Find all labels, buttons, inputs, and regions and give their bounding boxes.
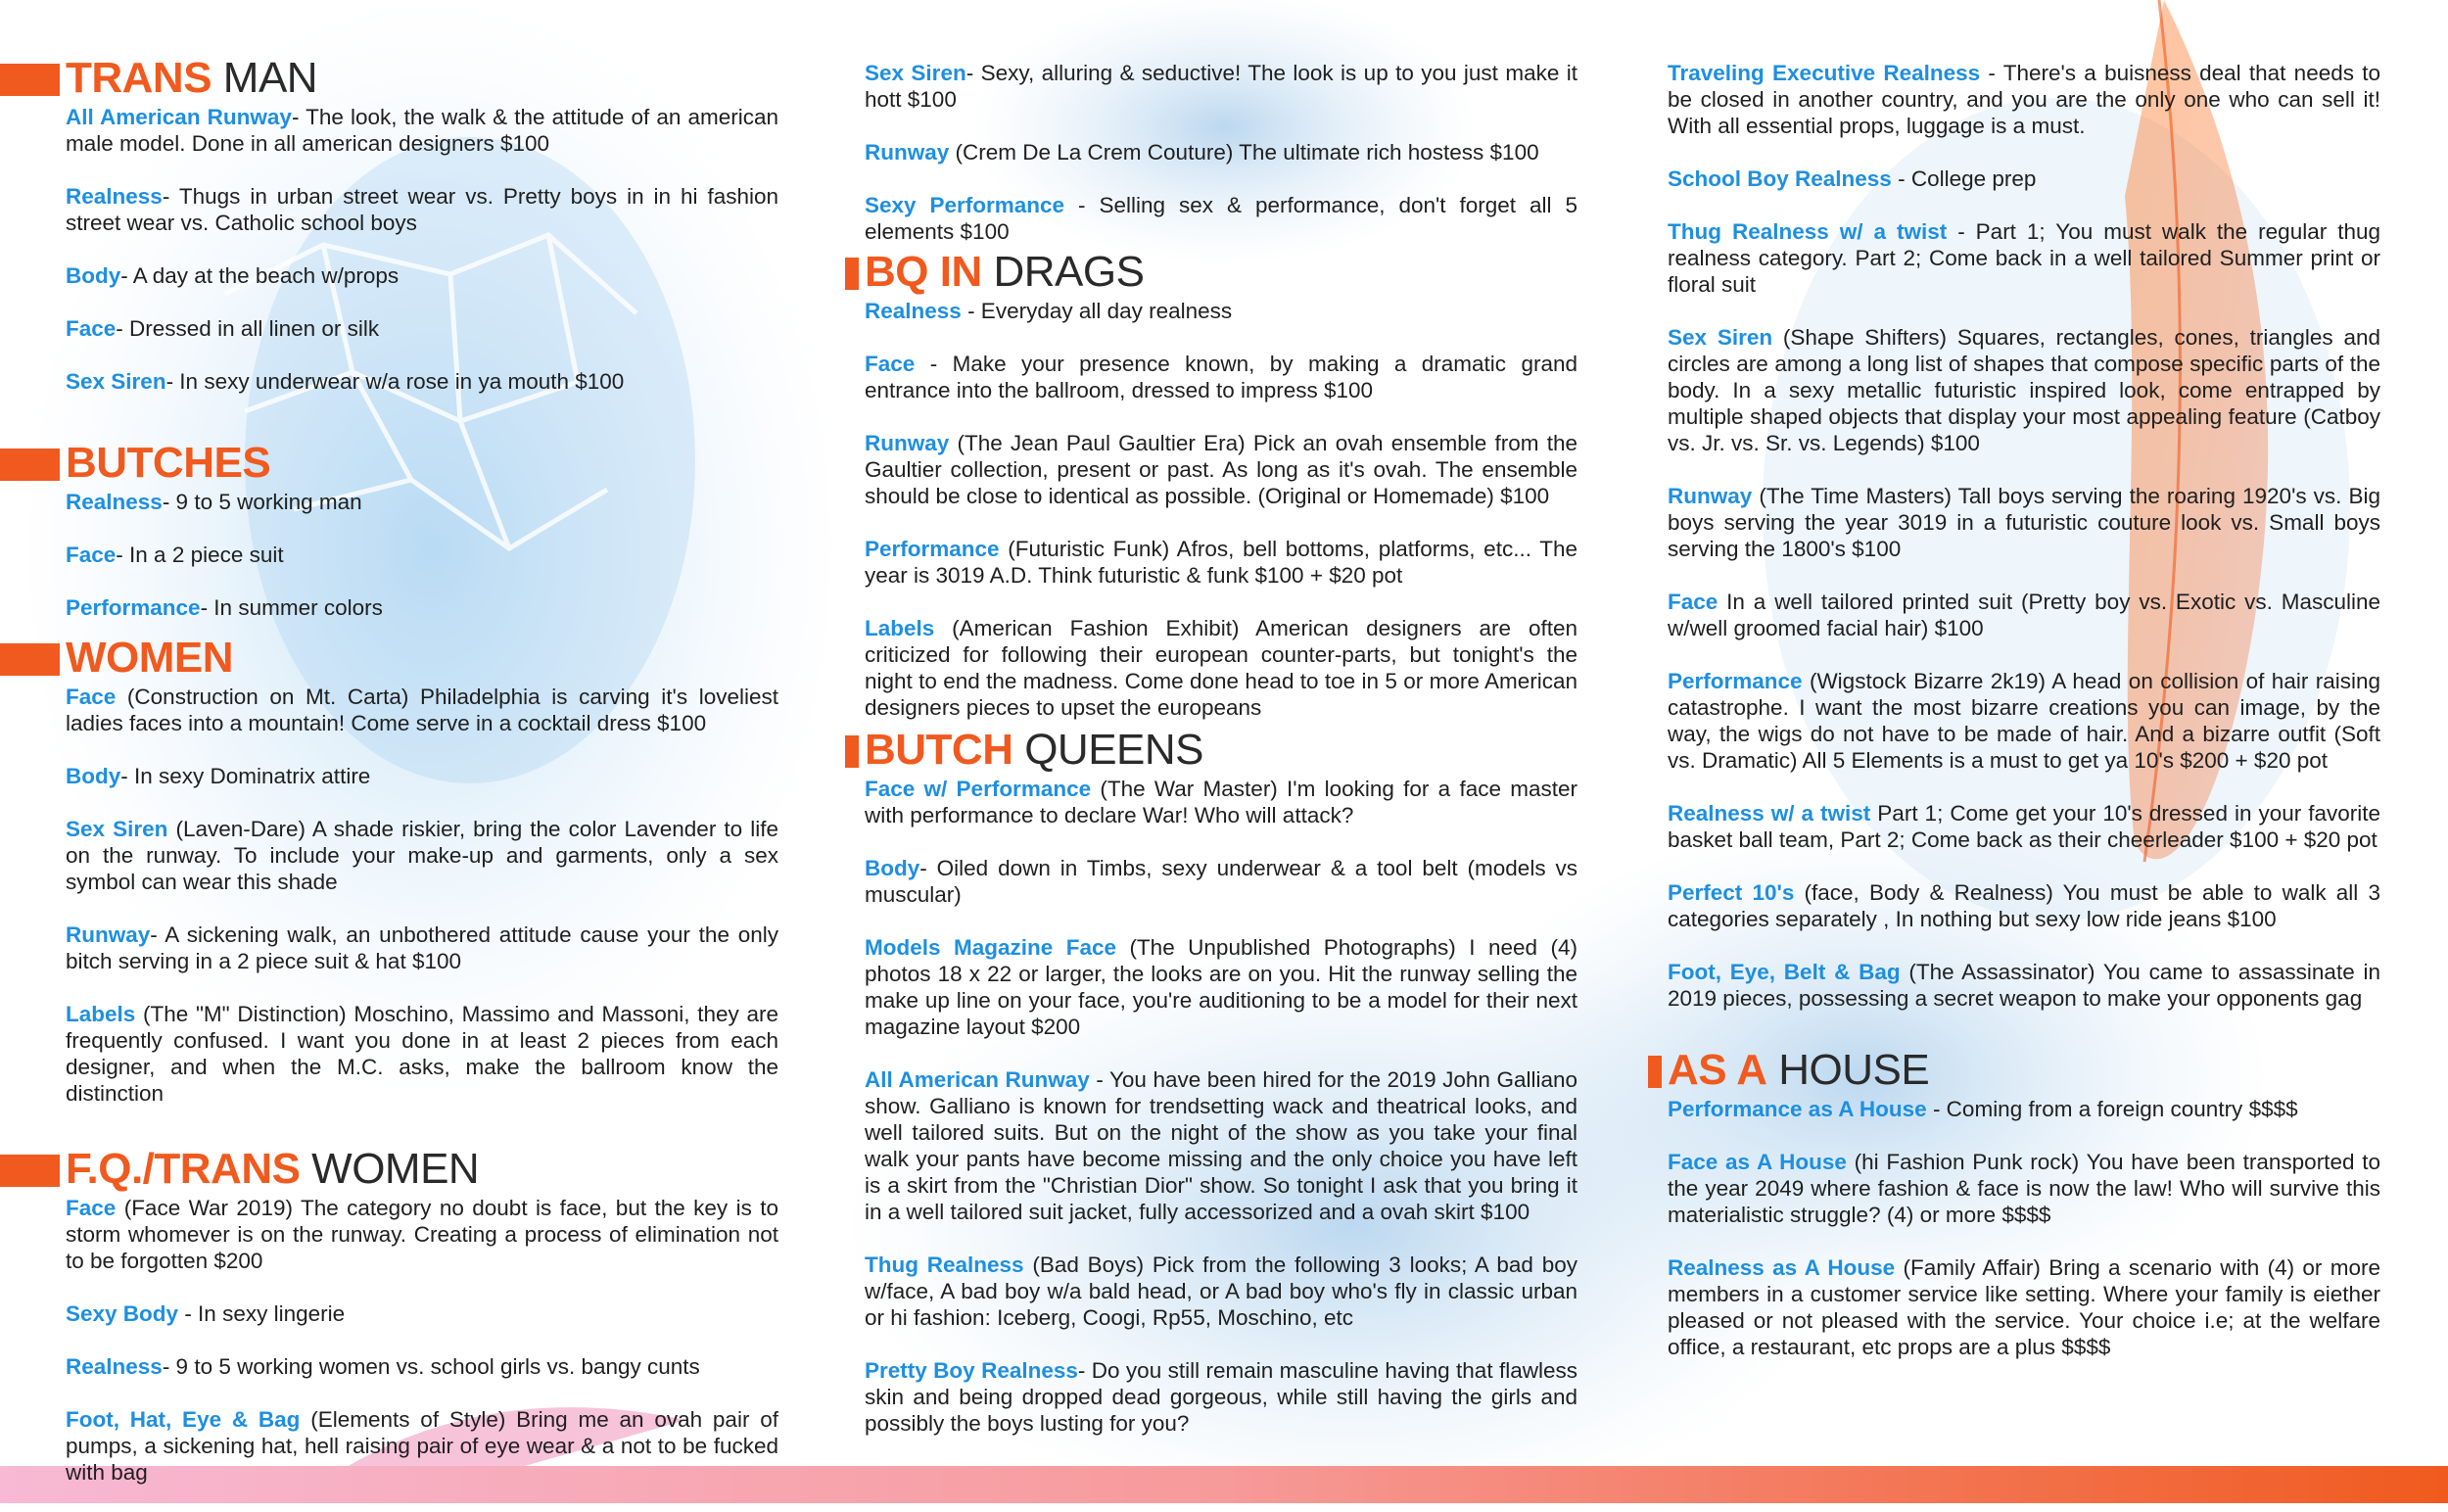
category-entry: [865, 298, 1577, 324]
category-description: - Do you still remain masculine having that flawless skin and being dropped dead gorgeous, while still having the girls and possibly the boys lusting for you?: [865, 1358, 1577, 1436]
category-entry: [1668, 60, 2380, 139]
category-name: Sexy Performance: [865, 193, 1065, 217]
category-description: - College prep: [1891, 166, 2037, 191]
category-entry: [1668, 1096, 2380, 1122]
category-entry: [66, 489, 778, 515]
category-entry: [66, 684, 778, 736]
category-description: (Crem De La Crem Couture) The ultimate rich hostess $100: [949, 140, 1539, 165]
category-description: (Elements of Style) Bring me an ovah pair of pumps, a sickening hat, hell raising pair of eye wear & a not to be fucked with bag: [66, 1407, 778, 1485]
category-name: Labels: [865, 616, 935, 640]
category-description: - Everyday all day realness: [961, 299, 1233, 323]
category-entry: [66, 104, 778, 157]
section-title: BQ IN DRAGS: [865, 248, 1145, 296]
category-entry: [865, 139, 1577, 165]
category-description: (The Jean Paul Gaultier Era) Pick an ovah ensemble from the Gaultier collection, present or past. As long as it's ovah. The ensemble should be close to identical as possible. (Original or Homemade) $100: [865, 431, 1577, 508]
category-description: (The Assassinator) You came to assassinate in 2019 pieces, possessing a secret weapon to make your opponents gag: [1668, 960, 2380, 1011]
section-trans-man: [66, 55, 778, 395]
category-description: - A sickening walk, an unbothered attitude cause your the only bitch serving in a 2 piece suit & hat $100: [66, 922, 778, 973]
category-name: Face: [1668, 590, 1718, 614]
category-name: Realness: [865, 299, 962, 323]
category-entry: [66, 921, 778, 974]
category-entry: [66, 1406, 778, 1486]
category-description: (face, Body & Realness) You must be able to walk all 3 categories separately , In nothing but sexy low ride jeans $100: [1668, 880, 2380, 931]
category-description: (The Unpublished Photographs) I need (4) photos 18 x 22 or larger, the looks are on you. Hit the runway selling the make up line on your face, you're auditioning to be a model for their next magazine layout $200: [865, 935, 1577, 1039]
category-entry: [66, 183, 778, 236]
category-description: - In sexy Dominatrix attire: [120, 764, 371, 788]
category-description: - Part 1; You must walk the regular thug realness category. Part 2; Come back in a well tailored Summer print or floral suit: [1668, 219, 2380, 297]
category-name: Performance: [1668, 669, 1803, 693]
category-name: Realness w/ a twist: [1668, 801, 1871, 826]
category-name: Pretty Boy Realness: [865, 1358, 1078, 1383]
category-name: Perfect 10's: [1668, 880, 1795, 905]
section-continued-butch-queens: [1668, 60, 2380, 1012]
category-entry: [1668, 589, 2380, 641]
section-heading: [66, 635, 778, 682]
column-3: [1668, 60, 2380, 1387]
category-name: Face: [66, 543, 117, 567]
section-butches: [66, 440, 778, 621]
category-entry: [66, 1195, 778, 1274]
category-entry: [66, 763, 778, 789]
section-heading: [66, 1146, 778, 1193]
category-entry: [1668, 218, 2380, 298]
category-description: - In sexy underwear w/a rose in ya mouth $100: [165, 369, 625, 394]
category-name: All American Runway: [865, 1067, 1090, 1092]
category-name: Foot, Hat, Eye & Bag: [66, 1407, 301, 1432]
category-name: Runway: [1668, 484, 1753, 508]
category-name: Traveling Executive Realness: [1668, 61, 1981, 85]
category-name: Sex Siren: [66, 369, 166, 394]
category-name: Face w/ Performance: [865, 777, 1092, 801]
section-butch-queens: [865, 727, 1577, 1437]
section-marker: [845, 258, 859, 290]
category-description: - In summer colors: [200, 595, 383, 620]
category-description: - A day at the beach w/props: [120, 263, 400, 288]
category-name: Thug Realness: [865, 1252, 1024, 1277]
category-name: Thug Realness w/ a twist: [1668, 219, 1948, 244]
category-entry: [1668, 483, 2380, 562]
category-entry: [865, 615, 1577, 721]
category-description: (hi Fashion Punk rock) You have been transported to the year 2049 where fashion & face is now the law! Who will survive this materialistic struggle? (4) or more $$$$: [1668, 1150, 2380, 1227]
category-entry: [66, 262, 778, 289]
category-description: (The War Master) I'm looking for a face master with performance to declare War! Who will attack?: [865, 777, 1577, 827]
category-entry: [865, 351, 1577, 403]
category-entry: [865, 855, 1577, 908]
category-name: Face as A House: [1668, 1150, 1847, 1174]
category-entry: [1668, 800, 2380, 853]
section-marker: [1648, 1056, 1662, 1088]
category-name: All American Runway: [66, 105, 292, 129]
category-name: Performance: [865, 537, 1000, 561]
section-title: WOMEN: [66, 634, 234, 682]
category-name: Sex Siren: [865, 61, 966, 85]
column-1: [66, 55, 778, 1512]
section-heading: [66, 440, 778, 487]
category-description: - Thugs in urban street wear vs. Pretty boys in in hi fashion street wear vs. Catholic school boys: [66, 184, 778, 235]
category-entry: [865, 192, 1577, 245]
category-name: Body: [865, 856, 920, 880]
category-name: School Boy Realness: [1668, 166, 1892, 191]
column-2: [865, 60, 1577, 1463]
section-title: TRANS MAN: [66, 54, 318, 102]
category-description: (Family Affair) Bring a scenario with (4) or more members in a customer service like setting. Where your family is eiether pleased or not pleased with the service. Your choice i.e; at the welfare office, a restaurant, etc props are a plus $$$$: [1668, 1255, 2381, 1359]
category-name: Sex Siren: [1668, 325, 1773, 350]
category-name: Models Magazine Face: [865, 935, 1116, 960]
category-name: Runway: [66, 922, 151, 947]
category-entry: [66, 1353, 778, 1380]
section-fq-trans-women: [66, 1146, 778, 1486]
category-description: - Sexy, alluring & seductive! The look is up to you just make it hott $100: [865, 61, 1577, 112]
section-marker: [0, 449, 60, 481]
category-description: (Wigstock Bizarre 2k19) A head on collision of hair raising catastrophe. I want the most bizarre creations you can image, by the way, the wigs do not have to be made of hair. And a bizarre outfit (Soft vs. Dramatic) All 5 Elements is a must to get ya 10's $200 + $20 pot: [1668, 669, 2380, 773]
section-title: F.Q./TRANS WOMEN: [66, 1145, 480, 1193]
category-description: (American Fashion Exhibit) American designers are often criticized for following their european counter-parts, but tonight's the night to end the madness. Come done head to toe in 5 or more American designers pieces to upset the europeans: [865, 616, 1577, 720]
category-description: - Dressed in all linen or silk: [116, 316, 380, 341]
category-entry: [66, 542, 778, 568]
category-name: Sex Siren: [66, 817, 168, 841]
section-heading: [1668, 1047, 2380, 1094]
category-entry: [66, 1300, 778, 1327]
category-entry: [865, 776, 1577, 828]
category-description: Part 1; Come get your 10's dressed in your favorite basket ball team, Part 2; Come back as their cheerleader $100 + $20 pot: [1668, 801, 2380, 852]
category-description: (Face War 2019) The category no doubt is face, but the key is to storm whomever is on the runway. Creating a process of elimination not to be forgotten $200: [66, 1196, 778, 1273]
category-name: Labels: [66, 1002, 136, 1026]
section-title: AS A HOUSE: [1668, 1046, 1930, 1094]
category-description: - Selling sex & performance, don't forget all 5 elements $100: [865, 193, 1578, 244]
category-description: (Futuristic Funk) Afros, bell bottoms, platforms, etc... The year is 3019 A.D. Think futuristic & funk $100 + $20 pot: [865, 537, 1577, 588]
category-entry: [1668, 324, 2380, 456]
category-description: - 9 to 5 working women vs. school girls vs. bangy cunts: [162, 1354, 700, 1379]
category-entry: [1668, 1254, 2380, 1360]
category-name: Face: [66, 1196, 117, 1220]
category-description: - There's a buisness deal that needs to be closed in another country, and you are the only one who can sell it! With all essential props, luggage is a must.: [1668, 61, 2380, 138]
category-entry: [66, 315, 778, 342]
category-name: Runway: [865, 431, 950, 455]
category-entry: [865, 1357, 1577, 1437]
category-description: (Construction on Mt. Carta) Philadelphia is carving it's loveliest ladies faces into a mountain! Come serve in a cocktail dress $100: [66, 685, 778, 735]
section-bq-in-drags: [865, 249, 1577, 721]
category-description: - In a 2 piece suit: [116, 543, 284, 567]
category-description: - You have been hired for the 2019 John Galliano show. Galliano is known for trendsetting wack and theatrical looks, and well tailored suits. But on the night of the show as you take your final walk your pants have become missing and the only choice you have left is a skirt from the "Christian Dior" show. So tonight I ask that you bring it in a well tailored suit jacket, fully accessorized and a ovah skirt $100: [865, 1067, 1577, 1224]
category-description: - Make your presence known, by making a dramatic grand entrance into the ballroom, dressed to impress $100: [865, 352, 1577, 402]
category-entry: [66, 594, 778, 621]
section-heading: [865, 727, 1577, 774]
section-women: [66, 635, 778, 1107]
category-name: Performance: [66, 595, 201, 620]
section-marker: [0, 64, 60, 96]
category-name: Runway: [865, 140, 950, 165]
category-name: Performance as A House: [1668, 1097, 1927, 1121]
category-name: Face: [66, 316, 117, 341]
section-as-a-house: [1668, 1047, 2380, 1360]
section-continued-trans-man: [865, 60, 1577, 245]
section-heading: [865, 249, 1577, 296]
section-marker: [0, 643, 60, 676]
category-name: Sexy Body: [66, 1301, 179, 1326]
category-entry: [1668, 668, 2380, 774]
section-title: BUTCH QUEENS: [865, 726, 1204, 774]
category-entry: [1668, 959, 2380, 1012]
category-entry: [1668, 1149, 2380, 1228]
section-marker: [845, 735, 859, 768]
category-description: (The Time Masters) Tall boys serving the roaring 1920's vs. Big boys serving the year 3019 in a futuristic couture look vs. Small boys serving the 1800's $100: [1668, 484, 2380, 561]
category-entry: [1668, 879, 2380, 932]
category-name: Body: [66, 263, 121, 288]
category-description: - In sexy lingerie: [178, 1301, 346, 1326]
category-description: - Coming from a foreign country $$$$: [1926, 1097, 2298, 1121]
section-marker: [0, 1155, 60, 1187]
category-name: Realness: [66, 184, 163, 209]
category-name: Foot, Eye, Belt & Bag: [1668, 960, 1901, 984]
category-name: Realness as A House: [1668, 1255, 1896, 1280]
category-name: Realness: [66, 1354, 163, 1379]
category-entry: [66, 816, 778, 895]
category-entry: [865, 1252, 1577, 1331]
section-title: BUTCHES: [66, 439, 271, 487]
category-description: (Shape Shifters) Squares, rectangles, cones, triangles and circles are among a long list of shapes that compose specific parts of the body. In a sexy metallic futuristic inspired look, come entrapped by multiple shaped objects that display your most appealing feature (Catboy vs. Jr. vs. Sr. vs. Legends) $100: [1668, 325, 2380, 455]
category-description: (The "M" Distinction) Moschino, Massimo and Massoni, they are frequently confused. I want you done in at least 2 pieces from each designer, and when the M.C. asks, make the ballroom know the distinction: [66, 1002, 778, 1106]
category-entry: [865, 1066, 1577, 1225]
category-description: - Oiled down in Timbs, sexy underwear & a tool belt (models vs muscular): [865, 856, 1577, 907]
section-heading: [66, 55, 778, 102]
category-description: - 9 to 5 working man: [162, 490, 362, 514]
category-entry: [1668, 165, 2380, 192]
category-description: - The look, the walk & the attitude of an american male model. Done in all american designers $100: [66, 105, 779, 156]
category-entry: [865, 60, 1577, 113]
category-description: (Bad Boys) Pick from the following 3 looks; A bad boy w/face, A bad boy w/a bald head, or A bad boy who's fly in classic urban or hi fashion: Iceberg, Coogi, Rp55, Moschino, etc: [865, 1252, 1577, 1330]
category-name: Face: [66, 685, 117, 709]
category-entry: [865, 934, 1577, 1040]
category-name: Realness: [66, 490, 163, 514]
category-description: In a well tailored printed suit (Pretty boy vs. Exotic vs. Masculine w/well groomed facial hair) $100: [1668, 590, 2380, 640]
category-entry: [66, 368, 778, 395]
category-description: (Laven-Dare) A shade riskier, bring the color Lavender to life on the runway. To include your make-up and garments, only a sex symbol can wear this shade: [66, 817, 778, 894]
category-entry: [865, 536, 1577, 589]
category-name: Body: [66, 764, 121, 788]
category-name: Face: [865, 352, 916, 376]
category-entry: [66, 1001, 778, 1107]
category-entry: [865, 430, 1577, 509]
